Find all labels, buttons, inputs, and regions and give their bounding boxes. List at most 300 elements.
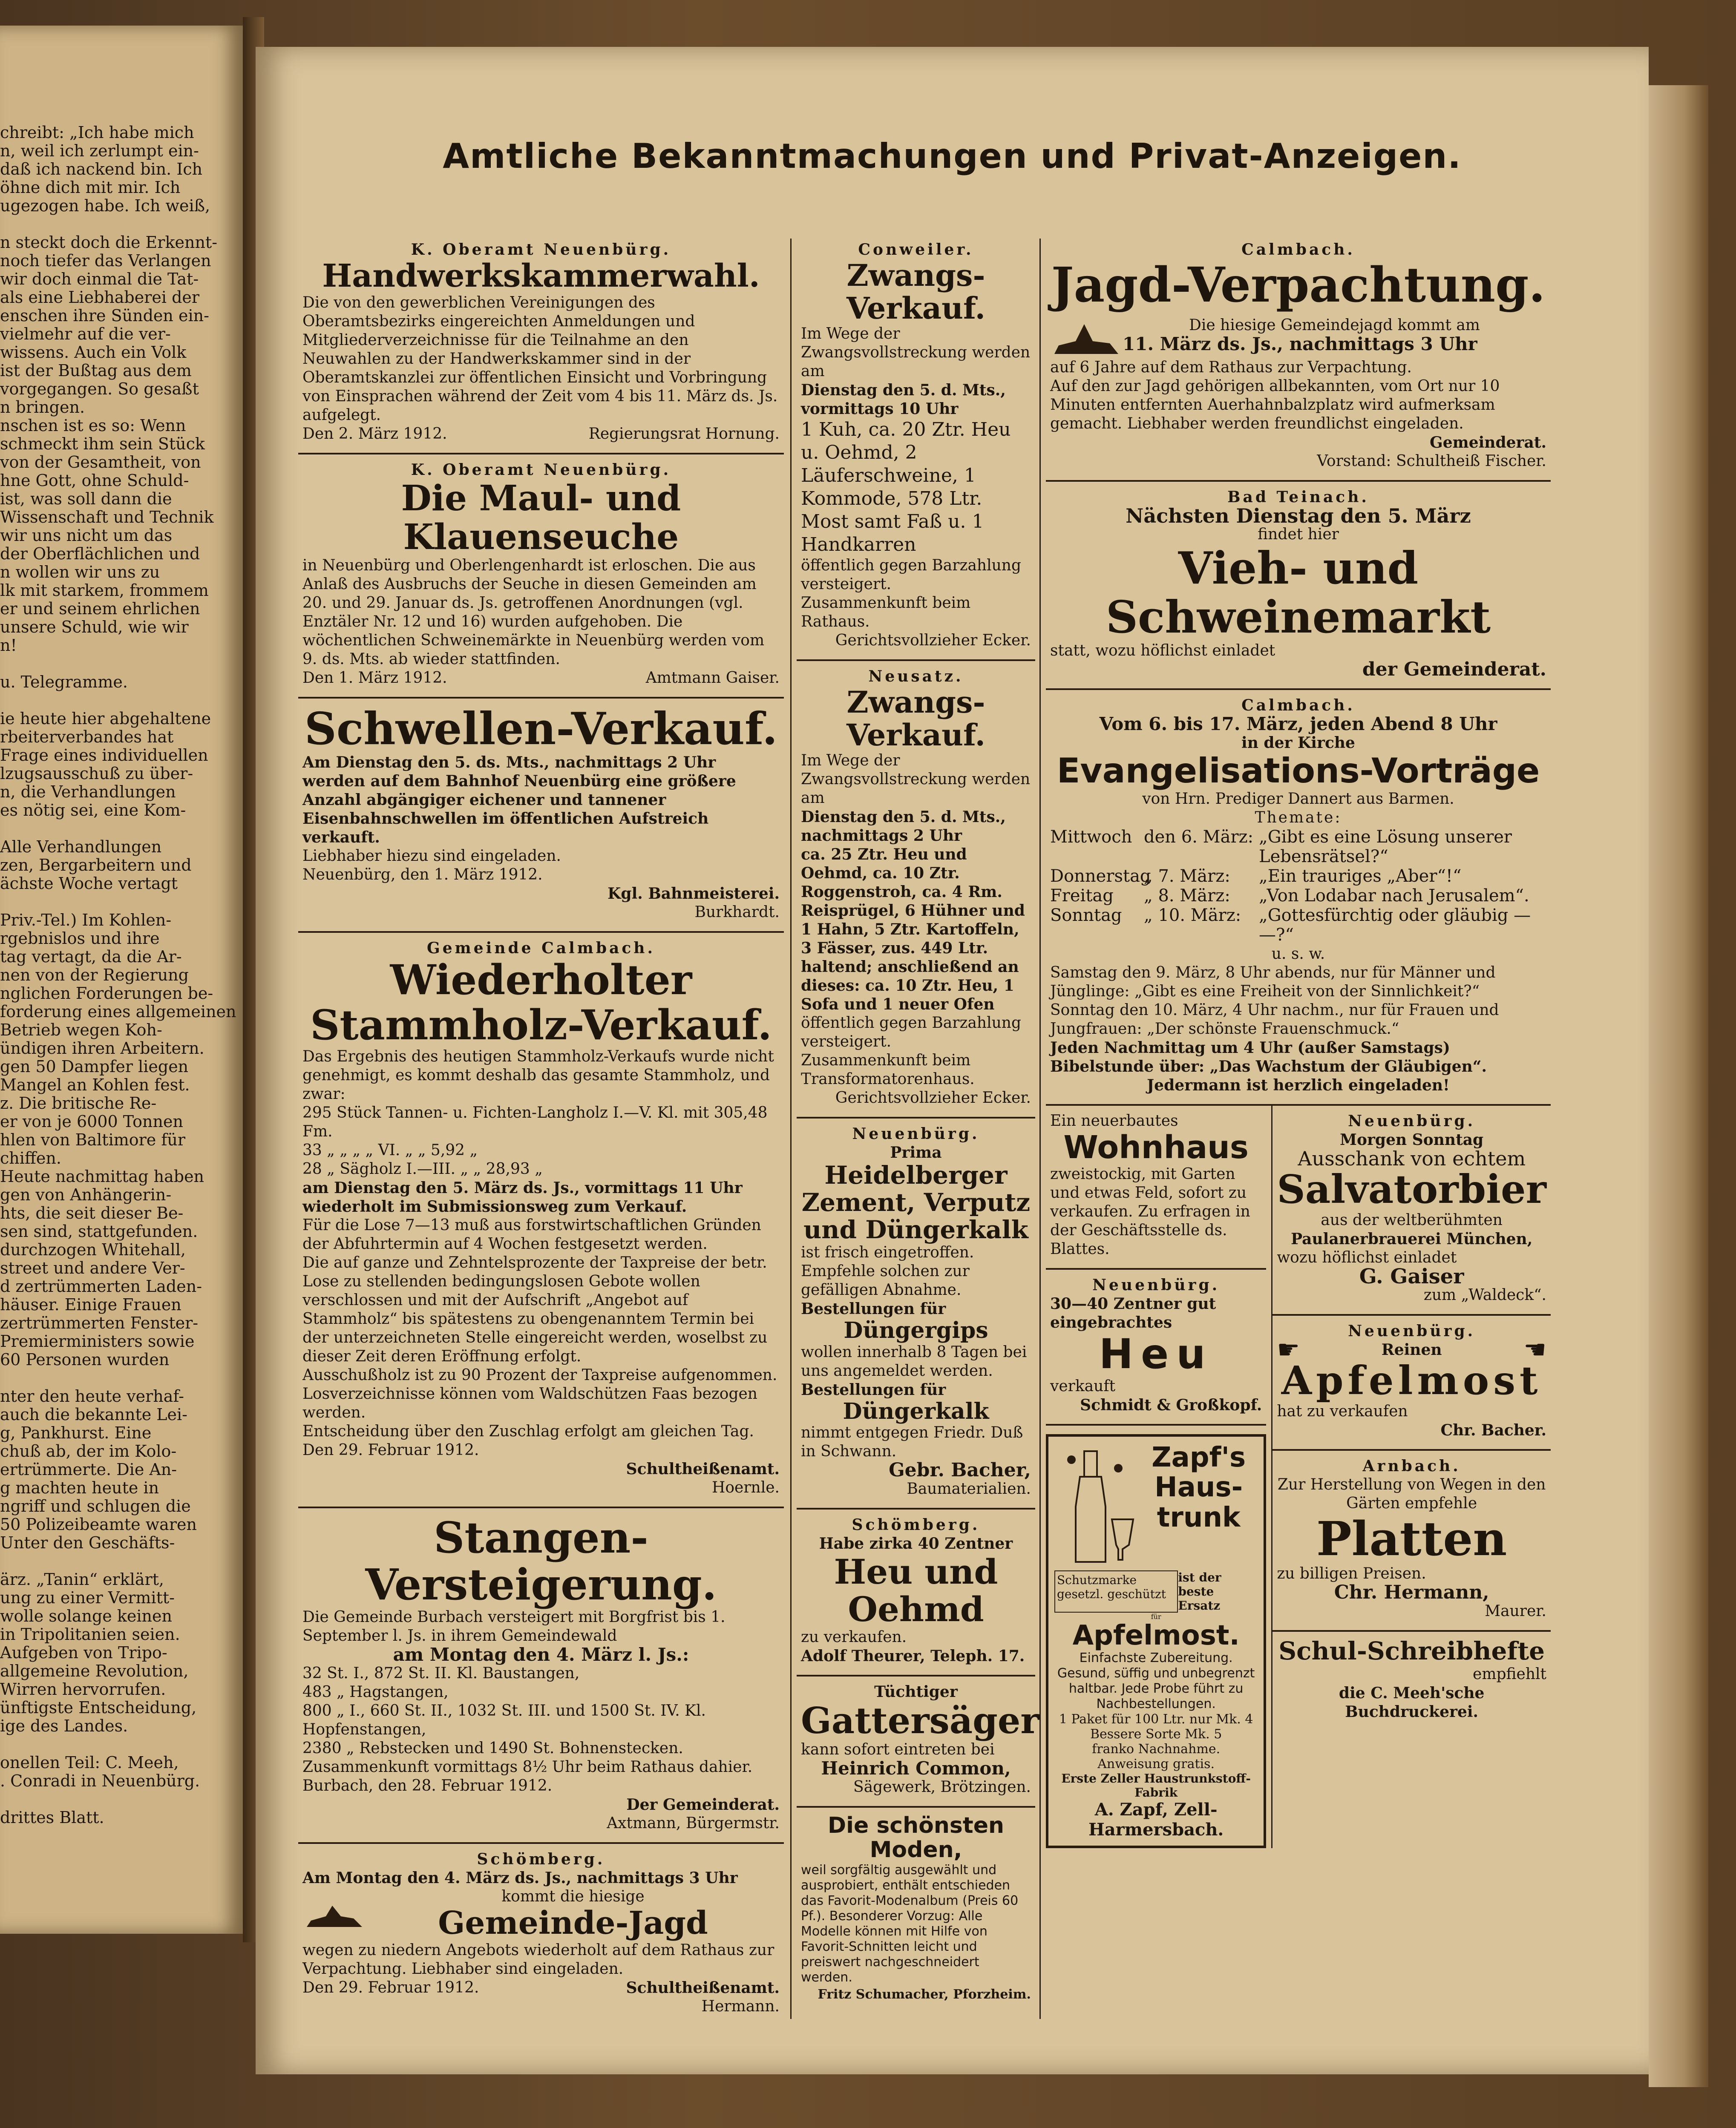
- left-page-line: rbeiterverbandes hat: [0, 728, 174, 746]
- ad-stammholz-verkauf: [298, 933, 784, 1508]
- ad-zapf-haustrunk: [1046, 1434, 1266, 1848]
- ad-place: K. Oberamt Neuenbürg.: [411, 241, 671, 259]
- ad-line: Morgen Sonntag: [1340, 1130, 1484, 1149]
- left-page-line: chuß ab, der im Kolo-: [0, 1442, 177, 1461]
- themes-label: Themate:: [1255, 808, 1342, 826]
- ad-title: Platten: [1316, 1511, 1507, 1567]
- left-page-line: lk mit starkem, frommem: [0, 581, 209, 600]
- left-page-line: wissens. Auch ein Volk: [0, 343, 187, 362]
- ad-salvatorbier: [1272, 1106, 1551, 1316]
- ad-body: Zusammenkunft beim Rathaus.: [801, 594, 971, 630]
- ad-body: Zur Herstellung von Wegen in den Gärten empfehle: [1277, 1476, 1546, 1513]
- hunter-icon: [302, 1897, 366, 1931]
- ad-gattersaeger: [797, 1677, 1039, 1808]
- left-page-line: zen, Bergarbeitern und: [0, 856, 192, 874]
- ad-date: Den 2. März 1912.: [302, 425, 447, 443]
- left-page: [0, 26, 243, 1934]
- left-page-line: er und seinem ehrlichen: [0, 599, 200, 618]
- pole-row: 800 „ I., 660 St. II., 1032 St. III. und 1500 St. IV. Kl. Hopfenstangen,: [302, 1702, 706, 1739]
- theme-day: Sonntag: [1050, 905, 1122, 925]
- ad-body: Die von den gewerblichen Vereinigungen des Oberamtsbezirks eingereichten Anmeldungen und Mitgliederverzeichnisse für die Teilnahme an den Neuwahlen zu der Handwerkskammer sind in der Oberamtskanzlei zur öffentlichen Einsicht und Vorbringung von Einsprachen während der Zeit vom 4 bis 11. März ds. Js. aufgelegt.: [302, 294, 778, 424]
- ad-gemeinde-jagd: [298, 1844, 784, 2025]
- ad-signature-name: Axtmann, Bürgermstr.: [607, 1815, 780, 1832]
- left-page-line: ertrümmerte. Die An-: [0, 1460, 177, 1479]
- ad-signature: Schultheißenamt.: [626, 1460, 780, 1478]
- timber-row: 28 „ Sägholz I.—III. „ „ 28,93 „: [302, 1160, 543, 1178]
- left-page-line: ngriff und schlugen die: [0, 1497, 191, 1515]
- left-page-line: [0, 820, 230, 838]
- left-page-line: wolle solange keinen: [0, 1607, 172, 1625]
- ad-evangelisation: [1046, 690, 1551, 1106]
- ad-body: Die auf ganze und Zehntelsprozente der Taxpreise der betr. Lose zu stellenden bedingungslosen Gebote wollen verschlossen und mit der Aufschrift „Angebot auf Stammholz“ bis spätestens zu obengenanntem Termin bei der unterzeichneten Stelle eingereicht werden, woselbst zu dieser Zeit deren Eröffnung erfolgt.: [302, 1254, 768, 1366]
- theme-date: „ 8. März:: [1144, 886, 1230, 906]
- ad-title: Zwangs-Verkauf.: [846, 684, 986, 753]
- ad-items: ca. 25 Ztr. Heu und Oehmd, ca. 10 Ztr. Roggenstroh, ca. 4 Rm. Reisprügel, 6 Hühner und 1 Hahn, 5 Ztr. Kartoffeln, 3 Fässer, zus. 449 Ltr. haltend; anschließend an dieses: ca. 10 Ztr. Heu, 1 Sofa und 1 neuer Ofen: [801, 845, 1025, 1013]
- ad-signature-name: Vorstand: Schultheiß Fischer.: [1317, 452, 1546, 470]
- ad-signature: Regierungsrat Hornung.: [588, 425, 780, 443]
- ad-signature-name: Baumaterialien.: [907, 1480, 1031, 1498]
- left-page-line: Heute nachmittag haben: [0, 1167, 204, 1186]
- ad-schwellen-verkauf: [298, 699, 784, 933]
- ad-signature: Chr. Bacher.: [1440, 1421, 1546, 1440]
- ad-line: Vom 6. bis 17. März, jeden Abend 8 Uhr: [1099, 713, 1497, 734]
- left-page-line: hne Gott, ohne Schuld-: [0, 471, 189, 490]
- ad-signature: Der Gemeinderat.: [626, 1796, 780, 1814]
- left-page-line: z. Die britische Re-: [0, 1094, 157, 1113]
- left-page-line: [0, 1369, 230, 1387]
- ad-item: Düngerkalk: [843, 1398, 989, 1424]
- ad-signature: Gebr. Bacher,: [889, 1459, 1031, 1481]
- ad-title: Stangen-Versteigerung.: [365, 1513, 717, 1610]
- column-3-lower-right: [1271, 1106, 1551, 1848]
- ad-body: nimmt entgegen Friedr. Duß in Schwann.: [801, 1423, 1023, 1460]
- ad-signature-name: zum „Waldeck“.: [1423, 1286, 1546, 1304]
- left-page-line: in Tripolitanien seien.: [0, 1625, 180, 1644]
- left-page-line: drittes Blatt.: [0, 1808, 104, 1827]
- left-page-line: rgebnislos und ihre: [0, 929, 160, 948]
- ad-signature-name: A. Zapf, Zell-Harmersbach.: [1088, 1800, 1224, 1840]
- ad-title: Wohnhaus: [1063, 1129, 1249, 1166]
- ad-body: ist frisch eingetroffen.: [801, 1244, 974, 1262]
- left-page-line: [0, 215, 230, 233]
- theme-topic: „Gottesfürchtig oder gläubig — —?“: [1259, 905, 1531, 945]
- ad-title: Schwellen-Verkauf.: [304, 702, 778, 755]
- left-page-line: Mangel an Kohlen fest.: [0, 1076, 190, 1094]
- ad-usw: u. s. w.: [1271, 945, 1325, 963]
- ad-body: öffentlich gegen Barzahlung versteigert.: [801, 557, 1022, 593]
- ad-signature: Erste Zeller Haustrunkstoff-Fabrik: [1061, 1771, 1251, 1800]
- ad-place: Neuenbürg.: [1092, 1276, 1220, 1294]
- ad-body: wozu höflichst einladet: [1277, 1249, 1457, 1267]
- theme-topic: „Von Lodabar nach Jerusalem“.: [1259, 886, 1529, 906]
- left-page-line: zertrümmerten Fenster-: [0, 1314, 199, 1332]
- ad-heu-oehmd: [797, 1510, 1035, 1677]
- ad-body: wollen innerhalb 8 Tagen bei uns angemeldet werden.: [801, 1343, 1027, 1380]
- left-page-line: [0, 1552, 230, 1570]
- ad-body: Zusammenkunft beim Transformatorenhaus.: [801, 1052, 975, 1088]
- ad-price: Bessere Sorte Mk. 5: [1090, 1727, 1222, 1742]
- ad-line: Reinen: [1381, 1341, 1442, 1359]
- ad-signature: Schultheißenamt.: [626, 1978, 780, 1997]
- ad-body: hat zu verkaufen: [1277, 1403, 1408, 1421]
- ad-stangen-versteigerung: [298, 1508, 784, 1844]
- theme-date: den 6. März:: [1144, 827, 1254, 847]
- left-page-line: chreibt: „Ich habe mich: [0, 123, 194, 142]
- column-rule: [1039, 239, 1041, 2019]
- left-page-line: nen von der Regierung: [0, 966, 189, 984]
- left-page-line: nschen ist es so: Wenn: [0, 416, 186, 435]
- left-page-line: von der Gesamtheit, von: [0, 453, 201, 472]
- ad-order: Bestellungen für: [801, 1300, 946, 1318]
- ad-body: zu verkaufen.: [801, 1628, 907, 1646]
- left-page-line: [0, 1790, 230, 1809]
- ad-line: Ausschank von echtem: [1298, 1147, 1526, 1170]
- left-page-line: noch tiefer das Verlangen: [0, 251, 211, 270]
- ad-signature: Kgl. Bahnmeisterei.: [607, 885, 780, 903]
- left-page-line: unsere Schuld, wie wir: [0, 618, 189, 636]
- ad-line: kommt die hiesige: [501, 1888, 645, 1906]
- left-page-line: Priv.-Tel.) Im Kohlen-: [0, 911, 172, 929]
- column-3-lower: [1046, 1106, 1551, 1848]
- left-page-line: ugezogen habe. Ich weiß,: [0, 196, 210, 215]
- left-page-line: chiffen.: [0, 1149, 61, 1168]
- left-page-line: ige des Landes.: [0, 1717, 128, 1735]
- ad-date: Den 29. Februar 1912.: [302, 1978, 479, 1996]
- left-page-line: Aufgeben von Tripo-: [0, 1643, 167, 1662]
- left-page-line: durchzogen Whitehall,: [0, 1240, 186, 1259]
- left-page-line: öhne dich mit mir. Ich: [0, 178, 181, 197]
- left-page-line: ie heute hier abgehaltene: [0, 709, 211, 728]
- left-page-line: Frage eines individuellen: [0, 746, 208, 765]
- ad-signature: Gemeinderat.: [1429, 434, 1546, 452]
- ad-title: Apfelmost.: [1072, 1619, 1240, 1651]
- left-page-line: n steckt doch die Erkennt-: [0, 233, 218, 252]
- left-page-line: 50 Polizeibeamte waren: [0, 1515, 197, 1534]
- left-page-line: allgemeine Revolution,: [0, 1662, 189, 1680]
- column-rule: [790, 239, 792, 2019]
- ad-body: Ausschußholz ist zu 90 Prozent der Taxpreise aufgenommen. Losverzeichnisse können vom Waldschützen Faas bezogen werden.: [302, 1366, 777, 1422]
- theme-topic: „Ein trauriges „Aber“!“: [1259, 866, 1462, 886]
- left-page-line: Betrieb wegen Koh-: [0, 1021, 162, 1039]
- theme-day: Donnerstag: [1050, 866, 1151, 886]
- ad-title: Apfelmost: [1281, 1357, 1542, 1404]
- ad-moden: [797, 1808, 1035, 2013]
- ad-place: Neuenbürg.: [852, 1125, 980, 1143]
- ad-zwangsverkauf-conweiler: [797, 234, 1035, 661]
- left-page-line: hts, die seit dieser Be-: [0, 1204, 184, 1222]
- left-page-line: 60 Personen wurden: [0, 1350, 170, 1369]
- ad-place: Schömberg.: [477, 1850, 605, 1869]
- ad-body: Am Dienstag den 5. ds. Mts., nachmittags 2 Uhr werden auf dem Bahnhof Neuenbürg eine größere Anzahl abgängiger eichener und tannener Eisenbahnschwellen im öffentlichen Aufstreich verkauft.: [302, 753, 736, 847]
- left-page-line: onellen Teil: C. Meeh,: [0, 1753, 179, 1772]
- left-page-line: [0, 1735, 230, 1754]
- left-page-line: g, Pankhurst. Eine: [0, 1423, 152, 1442]
- ad-body: Für die Lose 7—13 muß aus forstwirtschaftlichen Gründen der Abfuhrtermin auf 4 Wochen festgesetzt werden.: [302, 1216, 761, 1253]
- ad-place: Schömberg.: [852, 1515, 980, 1534]
- page-edge: [1649, 85, 1708, 2087]
- ad-place: Calmbach.: [1241, 696, 1355, 714]
- ad-items: 1 Kuh, ca. 20 Ztr. Heu u. Oehmd, 2 Läuferschweine, 1 Kommode, 578 Ltr. Most samt Faß u. 1 Handkarren: [801, 419, 1011, 555]
- left-page-line: ächste Woche vertagt: [0, 874, 178, 893]
- ad-platten: [1272, 1451, 1551, 1632]
- left-page-line: n wollen wir uns zu: [0, 563, 160, 581]
- ad-wohnhaus: [1046, 1106, 1266, 1270]
- left-page-line: er von je 6000 Tonnen: [0, 1112, 183, 1131]
- ad-line: von Hrn. Prediger Dannert aus Barmen.: [1142, 790, 1454, 808]
- ad-title: Heu und Oehmd: [834, 1551, 998, 1629]
- ad-heidelberger-zement: [797, 1119, 1035, 1510]
- ad-body: Einfachste Zubereitung. Gesund, süffig und unbegrenzt haltbar. Jede Probe führt zu Nachbestellungen.: [1057, 1651, 1255, 1712]
- ad-signature-name: Maurer.: [1485, 1602, 1546, 1620]
- left-page-line: gen von Anhängerin-: [0, 1185, 172, 1204]
- pointing-hand-icon: ☛: [1277, 1335, 1300, 1365]
- ad-body: Entscheidung über den Zuschlag erfolgt am gleichen Tag.: [302, 1423, 754, 1441]
- pole-row: 32 St. I., 872 St. II. Kl. Baustangen,: [302, 1665, 580, 1682]
- pointing-hand-icon: ☚: [1523, 1335, 1546, 1365]
- ad-body: zweistockig, mit Garten und etwas Feld, sofort zu verkaufen. Zu erfragen in der Geschäftsstelle ds. Blattes.: [1050, 1165, 1250, 1258]
- ad-body: empfiehlt: [1473, 1665, 1546, 1683]
- trademark-stamp: Schutzmarke gesetzl. geschützt: [1054, 1570, 1178, 1613]
- ad-body: aus der weltberühmten: [1321, 1211, 1503, 1229]
- timber-row: 33 „ „ „ „ VI. „ „ 5,92 „: [302, 1142, 478, 1159]
- ad-title: Zwangs-Verkauf.: [846, 258, 986, 326]
- ad-line: für: [1151, 1612, 1161, 1621]
- ad-place: Neusatz.: [868, 667, 964, 685]
- left-page-line: d zertrümmerten Laden-: [0, 1277, 202, 1296]
- ad-when: 11. März ds. Js., nachmittags 3 Uhr: [1123, 334, 1477, 355]
- left-page-text: [0, 123, 236, 1827]
- left-page-line: ünftigste Entscheidung,: [0, 1698, 197, 1717]
- left-page-line: als eine Liebhaberei der: [0, 288, 200, 307]
- ad-line: findet hier: [1258, 526, 1339, 544]
- left-page-line: wir uns nicht um das: [0, 526, 173, 545]
- left-page-line: nglichen Forderungen be-: [0, 984, 213, 1003]
- ad-body: Empfehle solchen zur gefälligen Abnahme.: [801, 1262, 970, 1299]
- left-page-line: n bringen.: [0, 398, 85, 417]
- left-page-line: [0, 655, 230, 673]
- theme-topic: „Gibt es eine Lösung unserer Lebensrätsel?“: [1259, 827, 1512, 866]
- left-page-line: n!: [0, 636, 17, 655]
- ad-body: franko Nachnahme. Anweisung gratis.: [1092, 1742, 1221, 1772]
- ad-signature: Amtmann Gaiser.: [645, 669, 780, 687]
- ad-claim: ist der beste Ersatz: [1178, 1570, 1221, 1613]
- ad-body: statt, wozu höflichst einladet: [1050, 641, 1275, 659]
- left-page-line: [0, 893, 230, 911]
- ad-title: Heidelberger Zement, Verputz und Düngerkalk: [801, 1161, 1031, 1244]
- ad-title: Salvatorbier: [1277, 1166, 1546, 1212]
- ad-signature-name: Hermann.: [701, 1997, 780, 2015]
- column-3-lower-left: [1046, 1106, 1266, 1848]
- ad-when: Dienstag den 5. d. Mts., vormittags 10 Uhr: [801, 381, 1006, 418]
- left-page-line: häuser. Einige Frauen: [0, 1295, 181, 1314]
- ad-signature: Schmidt & Großkopf.: [1080, 1396, 1262, 1414]
- ad-title: Evangelisations-Vorträge: [1057, 751, 1540, 791]
- ad-title: Gattersäger: [801, 1699, 1039, 1742]
- ad-body: Sonntag den 10. März, 4 Uhr nachm., nur für Frauen und Jungfrauen: „Der schönste Frauenschmuck.“: [1050, 1001, 1499, 1038]
- ad-place: Neuenbürg.: [1348, 1112, 1476, 1130]
- ad-place: Conweiler.: [858, 241, 974, 259]
- theme-date: „ 10. März:: [1144, 905, 1241, 925]
- ad-date: Burbach, den 28. Februar 1912.: [302, 1777, 553, 1795]
- left-page-line: ärz. „Tanin“ erklärt,: [0, 1570, 164, 1589]
- ad-signature-name: Sägewerk, Brötzingen.: [853, 1778, 1031, 1796]
- ad-title: Vieh- und Schweinemarkt: [1106, 542, 1491, 643]
- left-page-line: vielmehr auf die ver-: [0, 325, 171, 343]
- page-header: Amtliche Bekanntmachungen und Privat-Anzeigen.: [443, 136, 1462, 176]
- ad-line: Am Montag den 4. März ds. Js., nachmittags 3 Uhr: [302, 1869, 738, 1887]
- ad-signature: Gerichtsvollzieher Ecker.: [835, 1089, 1031, 1107]
- ad-body: Die Gemeinde Burbach versteigert mit Borgfrist bis 1. September l. Js. in ihrem Gemeindewald: [302, 1608, 725, 1645]
- ad-brewery: Paulanerbrauerei München,: [1291, 1230, 1533, 1248]
- ad-place: Arnbach.: [1362, 1457, 1461, 1475]
- column-3: [1046, 234, 1551, 1848]
- left-page-line: vorgegangen. So gesaßt: [0, 380, 199, 398]
- left-page-line: wir doch einmal die Tat-: [0, 270, 199, 288]
- ad-body: Im Wege der Zwangsvollstreckung werden am: [801, 752, 1031, 807]
- ad-signature: die C. Meeh'sche Buchdruckerei.: [1339, 1684, 1485, 1721]
- ad-date: Den 29. Februar 1912.: [302, 1441, 479, 1459]
- left-page-line: tag vertagt, da die Ar-: [0, 947, 182, 966]
- left-page-line: n, die Verhandlungen: [0, 782, 176, 801]
- themes-table: [1050, 827, 1546, 945]
- ad-signature: Heinrich Common,: [821, 1758, 1011, 1779]
- ad-date: Den 1. März 1912.: [302, 669, 447, 687]
- ad-title: Die Maul- und Klauenseuche: [401, 478, 681, 558]
- ad-body: Zusammenkunft vormittags 8½ Uhr beim Rathaus dahier.: [302, 1758, 753, 1776]
- ad-date: Neuenbürg, den 1. März 1912.: [302, 866, 543, 884]
- ad-apfelmost: [1272, 1316, 1551, 1451]
- timber-row: 295 Stück Tannen- u. Fichten-Langholz I.—V. Kl. mit 305,48 Fm.: [302, 1104, 768, 1141]
- left-page-line: es nötig sei, eine Kom-: [0, 801, 186, 820]
- ad-klauenseuche: [298, 454, 784, 698]
- left-page-line: g machten heute in: [0, 1478, 159, 1497]
- pole-row: 2380 „ Rebstecken und 1490 St. Bohnenstecken.: [302, 1740, 683, 1757]
- left-page-line: schmeckt ihm sein Stück: [0, 434, 205, 453]
- ad-title: Gemeinde-Jagd: [438, 1905, 708, 1942]
- ad-body: weil sorgfältig ausgewählt und ausprobiert, enthält entschieden das Favorit-Modenalbum (Preis 60 Pf.). Besonderer Vorzug: Alle Modelle können mit Hilfe von Favorit-Schnitten leicht und preiswert nachgeschneidert werden.: [801, 1862, 1019, 1985]
- ad-invite: Liebhaber hiezu sind eingeladen.: [302, 847, 561, 865]
- ad-signature: der Gemeinderat.: [1362, 658, 1546, 680]
- ad-when: Dienstag den 5. d. Mts., nachmittags 2 Uhr: [801, 808, 1006, 845]
- ad-title: trunk: [1157, 1501, 1241, 1533]
- ad-body: wegen zu niedern Angebots wiederholt auf dem Rathaus zur Verpachtung. Liebhaber sind eingeladen.: [302, 1941, 774, 1978]
- ad-body: Das Ergebnis des heutigen Stammholz-Verkaufs wurde nicht genehmigt, es kommt deshalb das gesamte Stammholz, und zwar:: [302, 1048, 774, 1103]
- ad-schreibhefte: [1272, 1632, 1551, 1731]
- left-page-line: ündigen ihren Arbeitern.: [0, 1039, 204, 1058]
- ad-line: Nächsten Dienstag den 5. März: [1126, 504, 1471, 528]
- ad-handwerkskammerwahl: [298, 234, 784, 454]
- ad-body: in Neuenbürg und Oberlengenhardt ist erloschen. Die aus Anlaß des Ausbruchs der Seuche in diesen Gemeinden am 20. und 29. Januar ds. Js. getroffenen Anordnungen (vgl. Enztäler Nr. 12 und 16) wurden aufgehoben. Die wöchentlichen Schweinemärkte in Neuenbürg werden vom 9. ds. Mts. ab wieder stattfinden.: [302, 556, 765, 668]
- ad-jagd-verpachtung: [1046, 234, 1551, 482]
- ad-viehmarkt: [1046, 482, 1551, 690]
- ad-title: Handwerkskammerwahl.: [322, 258, 760, 294]
- left-page-line: n, weil ich zerlumpt ein-: [0, 141, 199, 160]
- left-page-line: Wirren hervorrufen.: [0, 1680, 166, 1699]
- ad-body: verkauft: [1050, 1377, 1116, 1395]
- left-page-line: auch die bekannte Lei-: [0, 1405, 188, 1424]
- theme-day: Mittwoch: [1050, 827, 1132, 847]
- ad-body: Auf den zur Jagd gehörigen allbekannten, vom Ort nur 10 Minuten entfernten Auerhahnbalzplatz wird aufmerksam gemacht. Liebhaber werden freundlichst eingeladen.: [1050, 377, 1500, 433]
- ad-signature: G. Gaiser: [1359, 1265, 1464, 1289]
- ad-body: kann sofort eintreten bei: [801, 1741, 995, 1759]
- ad-zwangsverkauf-neusatz: [797, 661, 1035, 1119]
- column-1: [298, 234, 784, 2025]
- ad-title: Schul-Schreibhefte: [1278, 1636, 1545, 1666]
- left-page-line: u. Telegramme.: [0, 673, 128, 691]
- ad-body: Samstag den 9. März, 8 Uhr abends, nur für Männer und Jünglinge: „Gibt es eine Freiheit von der Sinnlichkeit?“: [1050, 963, 1496, 1000]
- ad-signature: Gerichtsvollzieher Ecker.: [835, 632, 1031, 649]
- ad-price: 1 Paket für 100 Ltr. nur Mk. 4: [1059, 1712, 1253, 1727]
- left-page-line: Unter den Geschäfts-: [0, 1533, 175, 1552]
- ad-body: zu billigen Preisen.: [1277, 1565, 1426, 1583]
- ad-signature: Adolf Theurer, Teleph. 17.: [801, 1647, 1025, 1665]
- ad-body: am Dienstag den 5. März ds. Js., vormittags 11 Uhr wiederholt im Submissionsweg zum Verkauf.: [302, 1179, 743, 1216]
- ad-line: in der Kirche: [1241, 733, 1355, 752]
- ad-signature-name: Hoernle.: [711, 1479, 780, 1497]
- ad-item: Düngergips: [844, 1317, 988, 1344]
- ad-title: Die schönsten Moden,: [828, 1813, 1004, 1863]
- ad-signature: Fritz Schumacher, Pforzheim.: [818, 1987, 1031, 2002]
- ad-heu-schmidt: [1046, 1270, 1266, 1426]
- ad-kicker: Tüchtiger: [874, 1682, 958, 1701]
- left-page-line: gen 50 Dampfer liegen: [0, 1057, 189, 1076]
- ad-title: Zapf's: [1152, 1441, 1246, 1473]
- ad-title: Wiederholter Stammholz-Verkauf.: [310, 956, 772, 1049]
- ad-place: Calmbach.: [1241, 241, 1355, 259]
- ad-body: öffentlich gegen Barzahlung versteigert.: [801, 1014, 1022, 1050]
- ad-when: am Montag den 4. März l. Js.:: [393, 1644, 689, 1665]
- ad-title: Heu: [1099, 1330, 1213, 1378]
- left-page-line: . Conradi in Neuenbürg.: [0, 1771, 200, 1790]
- ad-closing: Jedermann ist herzlich eingeladen!: [1147, 1076, 1450, 1094]
- left-page-line: ung zu einer Vermitt-: [0, 1588, 175, 1607]
- ad-body: Jeden Nachmittag um 4 Uhr (außer Samstags) Bibelstunde über: „Das Wachstum der Gläubigen“.: [1050, 1038, 1487, 1076]
- left-page-line: forderung eines allgemeinen: [0, 1002, 236, 1021]
- ad-kicker: Prima: [890, 1144, 942, 1162]
- ad-line: Die hiesige Gemeindejagd kommt am: [1189, 316, 1480, 334]
- ad-place: K. Oberamt Neuenbürg.: [411, 461, 671, 479]
- ad-signature: Chr. Hermann,: [1334, 1582, 1489, 1604]
- left-page-line: [0, 691, 230, 710]
- ad-place: Neuenbürg.: [1348, 1322, 1476, 1340]
- left-page-line: street und andere Ver-: [0, 1259, 185, 1277]
- bottle-glass-icon: [1054, 1443, 1140, 1570]
- ad-body: Im Wege der Zwangsvollstreckung werden am: [801, 325, 1031, 380]
- left-page-line: hlen von Baltimore für: [0, 1130, 186, 1149]
- pole-row: 483 „ Hagstangen,: [302, 1683, 449, 1701]
- ad-line: auf 6 Jahre auf dem Rathaus zur Verpachtung.: [1050, 359, 1412, 377]
- left-page-line: Premierministers sowie: [0, 1332, 195, 1351]
- ad-place: Gemeinde Calmbach.: [427, 939, 655, 958]
- ad-order: Bestellungen für: [801, 1380, 946, 1399]
- ad-line: Ein neuerbautes: [1050, 1112, 1178, 1130]
- left-page-line: ist, was soll dann die: [0, 489, 172, 508]
- hunter-icon: [1050, 311, 1123, 358]
- ad-title: Jagd-Verpachtung.: [1051, 257, 1546, 313]
- left-page-line: ist der Bußtag aus dem: [0, 361, 192, 380]
- ad-title: Haus-: [1154, 1472, 1243, 1504]
- ad-line: 30—40 Zentner gut eingebrachtes: [1050, 1295, 1216, 1332]
- ad-line: Habe zirka 40 Zentner: [819, 1534, 1013, 1553]
- left-page-line: der Oberflächlichen und: [0, 544, 200, 563]
- theme-day: Freitag: [1050, 886, 1114, 906]
- left-page-line: lzugsausschuß zu über-: [0, 764, 193, 783]
- left-page-line: Wissenschaft und Technik: [0, 508, 214, 526]
- left-page-line: enschen ihre Sünden ein-: [0, 306, 209, 325]
- left-page-line: nter den heute verhaf-: [0, 1387, 184, 1406]
- left-page-line: Alle Verhandlungen: [0, 837, 162, 856]
- left-page-line: sen sind, stattgefunden.: [0, 1222, 198, 1241]
